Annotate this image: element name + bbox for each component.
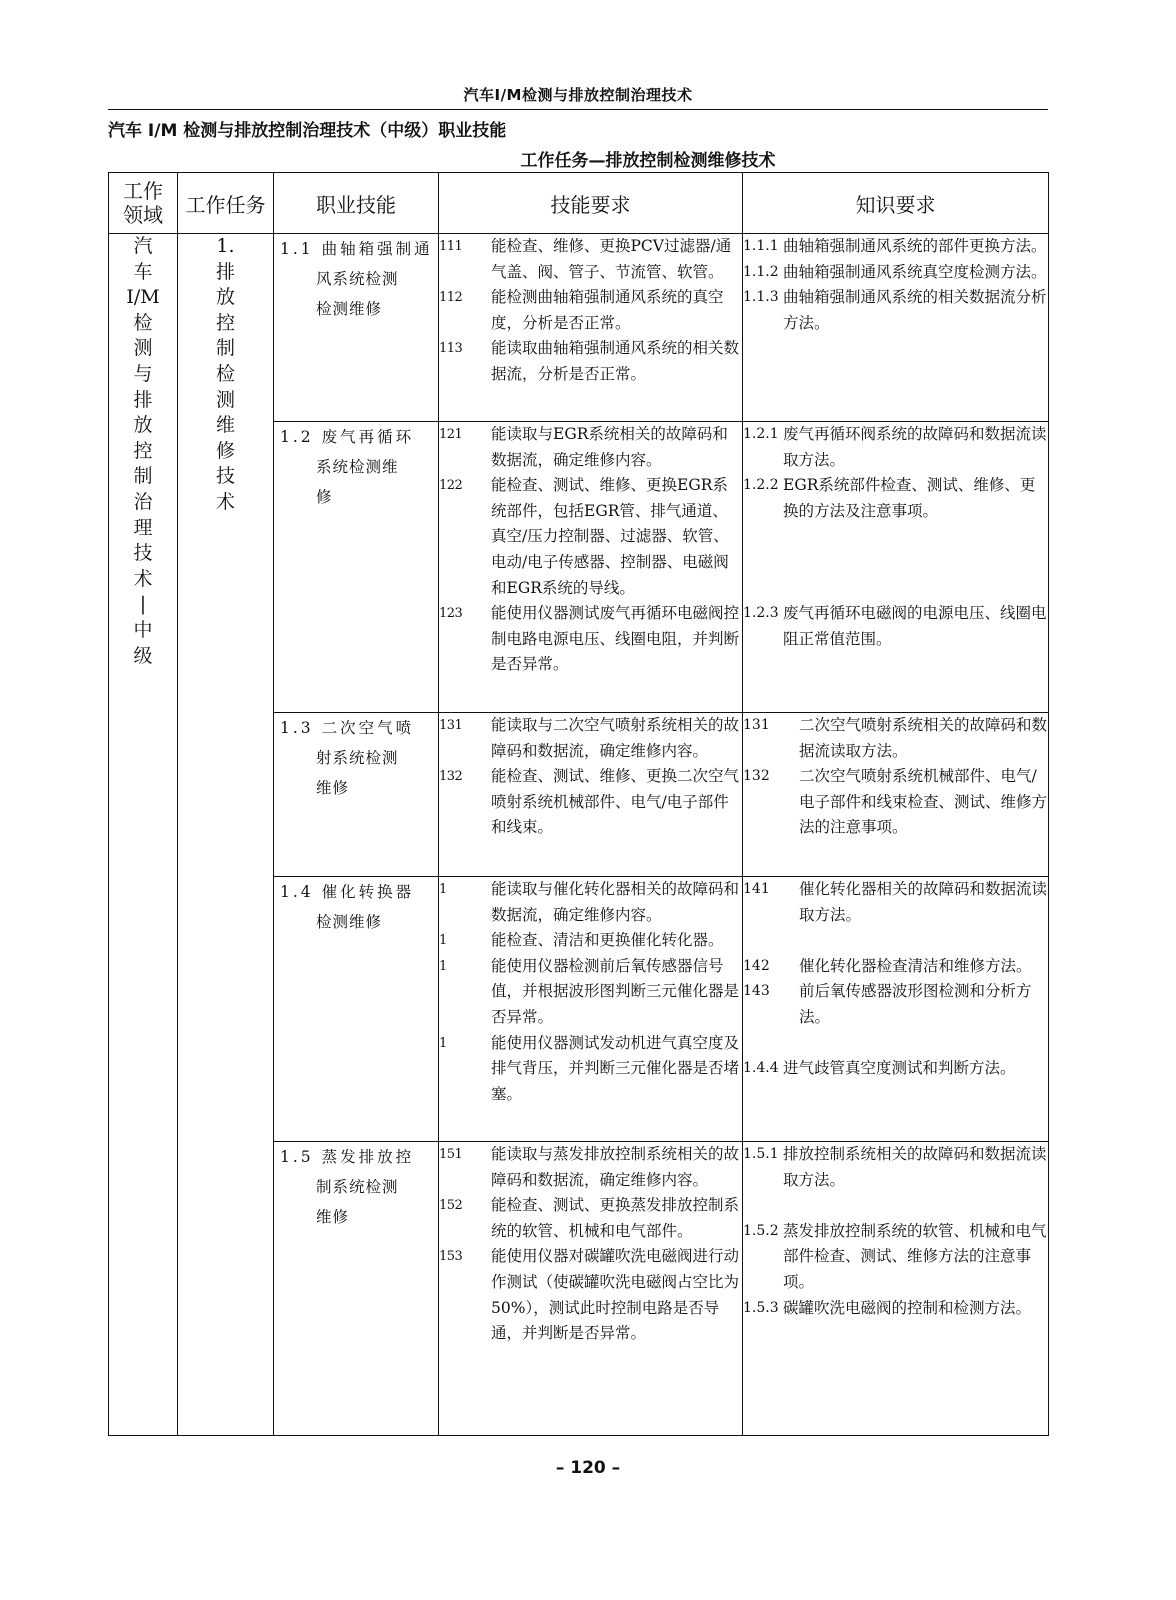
work-task-char: 维: [215, 414, 235, 437]
knowledge-text: 废气再循环电磁阀的电源电压、线圈电阻正常值范围。: [783, 604, 1047, 648]
knowledge-requirement-cell: [743, 234, 1049, 422]
work-domain-char: 级: [133, 644, 153, 667]
document-subtitle: 工作任务—排放控制检测维修技术: [520, 151, 776, 171]
skill-name-line: 制系统检测: [316, 1178, 399, 1196]
requirement-number: 121: [439, 427, 463, 442]
knowledge-text: 曲轴箱强制通风系统的相关数据流分析方法。: [783, 288, 1047, 332]
work-domain-char: 术: [133, 567, 153, 590]
knowledge-text: 进气歧管真空度测试和判断方法。: [783, 1059, 1016, 1078]
work-task-char: 检: [215, 362, 235, 385]
requirement-item: [439, 877, 742, 928]
knowledge-item: [743, 422, 1048, 473]
skill-cell: [274, 713, 439, 877]
spacer: [743, 524, 1048, 550]
skill-name-line: 1.2 废气再循环: [280, 428, 415, 446]
skill-requirement-cell: [439, 234, 743, 422]
skill-name-line: 维修: [316, 779, 350, 797]
skill-name-line: 修: [316, 488, 333, 506]
requirement-text: 能检查、测试、维修、更换EGR系统部件，包括EGR管、排气通道、真空/压力控制器、过滤器、软管、电动/电子传感器、控制器、电磁阀和EGR系统的导线。: [491, 476, 729, 597]
knowledge-number: 1.5.2: [743, 1222, 779, 1239]
requirement-number: 153: [439, 1249, 463, 1265]
knowledge-item: [743, 260, 1048, 286]
knowledge-item: [743, 954, 1048, 980]
header-knowledge: 知识要求: [743, 173, 1049, 234]
requirement-text: 能使用仪器测试发动机进气真空度及排气背压，并判断三元催化器是否堵塞。: [491, 1033, 740, 1103]
skill-name-line: 风系统检测: [316, 270, 399, 288]
knowledge-number: 1.1.2: [743, 263, 779, 280]
knowledge-number: 1.5.1: [743, 1146, 779, 1162]
work-domain-char: 检: [133, 311, 153, 334]
header-domain-line: 工作: [123, 179, 163, 203]
work-task-char: 放: [215, 286, 235, 309]
skill-cell: [274, 234, 439, 422]
knowledge-item: [743, 713, 1048, 764]
knowledge-number: 1.5.3: [743, 1299, 779, 1316]
table-row: [109, 234, 1049, 422]
work-task-char: 修: [215, 439, 235, 462]
skill-requirement-cell: [439, 877, 743, 1142]
spacer: [743, 928, 1048, 954]
work-task-char: 术: [215, 490, 235, 513]
requirement-item: [439, 954, 742, 1031]
requirement-number: 132: [439, 769, 463, 785]
requirement-item: [439, 473, 742, 601]
work-domain-cell: [109, 234, 178, 1436]
work-domain-char: 制: [133, 465, 153, 488]
work-task-char: 测: [215, 388, 235, 411]
running-header: 汽车I/M检测与排放控制治理技术: [463, 86, 693, 104]
header-domain: [109, 173, 178, 234]
knowledge-number: 1.1.3: [743, 289, 779, 306]
knowledge-requirement-cell: [743, 422, 1049, 713]
skill-name-line: 检测维修: [316, 300, 383, 318]
requirement-number: 151: [439, 1147, 463, 1162]
work-domain-char: 中: [133, 618, 153, 641]
requirement-text: 能检查、测试、维修、更换二次空气喷射系统机械部件、电气/电子部件和线束。: [491, 767, 740, 837]
requirement-number: 1: [439, 958, 447, 974]
knowledge-item: [743, 877, 1048, 928]
requirement-text: 能读取曲轴箱强制通风系统的相关数据流，分析是否正常。: [491, 339, 740, 383]
work-task-char: 制: [215, 337, 235, 360]
knowledge-item: [743, 1142, 1048, 1193]
knowledge-text: 曲轴箱强制通风系统的部件更换方法。: [783, 237, 1047, 255]
requirement-text: 能检查、测试、更换蒸发排放控制系统的软管、机械和电气部件。: [491, 1196, 740, 1240]
requirement-item: [439, 601, 742, 678]
knowledge-number: 132: [743, 768, 770, 785]
knowledge-item: [743, 1296, 1048, 1322]
knowledge-text: 催化转化器相关的故障码和数据流读取方法。: [799, 880, 1048, 924]
requirement-text: 能读取与催化转化器相关的故障码和数据流，确定维修内容。: [491, 880, 740, 924]
knowledge-item: [743, 979, 1048, 1030]
skills-table: [108, 172, 1049, 1436]
knowledge-requirement-cell: [743, 713, 1049, 877]
knowledge-text: 催化转化器检查清洁和维修方法。: [799, 956, 1032, 975]
spacer: [743, 1193, 1048, 1219]
knowledge-text: 曲轴箱强制通风系统真空度检测方法。: [783, 262, 1047, 281]
requirement-item: [439, 928, 742, 954]
requirement-number: 152: [439, 1198, 463, 1214]
knowledge-number: 142: [743, 957, 770, 974]
requirement-item: [439, 234, 742, 285]
requirement-item: [439, 336, 742, 387]
skill-name-line: 射系统检测: [316, 749, 399, 767]
spacer: [743, 1031, 1048, 1057]
skill-cell: [274, 1142, 439, 1436]
requirement-item: [439, 285, 742, 336]
work-domain-char: 技: [133, 542, 153, 565]
knowledge-number: 1.1.1: [743, 238, 779, 254]
requirement-text: 能读取与EGR系统相关的故障码和数据流，确定维修内容。: [491, 425, 728, 469]
requirement-text: 能检查、维修、更换PCV过滤器/通气盖、阀、管子、节流管、软管。: [491, 237, 732, 281]
requirement-number: 1: [439, 882, 447, 897]
knowledge-text: EGR系统部件检查、测试、维修、更换的方法及注意事项。: [783, 476, 1036, 520]
skill-requirement-cell: [439, 1142, 743, 1436]
work-domain-char: 控: [133, 439, 153, 462]
knowledge-text: 前后氧传感器波形图检测和分析方法。: [799, 982, 1032, 1026]
work-domain-char: 测: [133, 337, 153, 360]
work-task-char: 控: [215, 311, 235, 334]
table-header-row: [109, 173, 1049, 234]
skill-name-line: 1.4 催化转换器: [280, 883, 415, 901]
knowledge-item: [743, 285, 1048, 336]
requirement-text: 能使用仪器检测前后氧传感器信号值，并根据波形图判断三元催化器是否异常。: [491, 956, 740, 1026]
knowledge-number: 131: [743, 717, 770, 733]
requirement-item: [439, 713, 742, 764]
requirement-item: [439, 1193, 742, 1244]
requirement-item: [439, 1031, 742, 1108]
requirement-number: 111: [439, 239, 463, 254]
header-task: 工作任务: [178, 173, 274, 234]
document-title: 汽车 I/M 检测与排放控制治理技术（中级）职业技能: [108, 121, 507, 141]
knowledge-item: [743, 473, 1048, 524]
work-task-char: 排: [215, 260, 235, 283]
spacer: [743, 550, 1048, 576]
work-domain-char: 车: [133, 260, 153, 283]
requirement-text: 能读取与二次空气喷射系统相关的故障码和数据流，确定维修内容。: [491, 716, 740, 760]
header-domain-line: 领域: [123, 203, 163, 227]
header-skill: 职业技能: [274, 173, 439, 234]
requirement-item: [439, 764, 742, 841]
knowledge-item: [743, 1219, 1048, 1296]
work-domain-char: |: [139, 593, 147, 616]
work-domain-char: 与: [133, 362, 153, 385]
knowledge-number: 1.4.4: [743, 1060, 779, 1077]
requirement-number: 112: [439, 290, 463, 306]
knowledge-text: 二次空气喷射系统机械部件、电气/电子部件和线束检查、测试、维修方法的注意事项。: [799, 767, 1048, 837]
skill-name-line: 1.5 蒸发排放控: [280, 1148, 415, 1166]
skill-requirement-cell: [439, 713, 743, 877]
knowledge-text: 碳罐吹洗电磁阀的控制和检测方法。: [783, 1298, 1032, 1317]
knowledge-text: 废气再循环阀系统的故障码和数据流读取方法。: [783, 425, 1047, 469]
knowledge-item: [743, 1056, 1048, 1082]
knowledge-item: [743, 601, 1048, 652]
requirement-number: 1: [439, 1035, 447, 1051]
knowledge-number: 1.2.2: [743, 477, 779, 494]
work-domain-char: 理: [133, 516, 153, 539]
knowledge-text: 二次空气喷射系统相关的故障码和数据流读取方法。: [799, 716, 1048, 760]
requirement-number: 131: [439, 718, 463, 733]
header-requirement: 技能要求: [439, 173, 743, 234]
skill-name-line: 1.1 曲轴箱强制通: [280, 240, 433, 258]
requirement-number: 113: [439, 341, 463, 357]
requirement-item: [439, 1142, 742, 1193]
knowledge-number: 1.2.3: [743, 605, 779, 622]
skill-name-line: 维修: [316, 1208, 350, 1226]
knowledge-item: [743, 234, 1048, 260]
knowledge-number: 141: [743, 881, 770, 897]
knowledge-text: 排放控制系统相关的故障码和数据流读取方法。: [783, 1145, 1047, 1189]
knowledge-requirement-cell: [743, 877, 1049, 1142]
work-task-cell: [178, 234, 274, 1436]
skill-cell: [274, 422, 439, 713]
skill-name-line: 1.3 二次空气喷: [280, 719, 415, 737]
knowledge-text: 蒸发排放控制系统的软管、机械和电气部件检查、测试、维修方法的注意事项。: [783, 1221, 1047, 1291]
requirement-item: [439, 422, 742, 473]
page-number: – 120 –: [555, 1458, 621, 1478]
skill-cell: [274, 877, 439, 1142]
requirement-text: 能使用仪器对碳罐吹洗电磁阀进行动作测试（使碳罐吹洗电磁阀占空比为50%），测试此时控制电路是否导通，并判断是否异常。: [491, 1247, 740, 1343]
skill-requirement-cell: [439, 422, 743, 713]
requirement-number: 1: [439, 933, 447, 949]
work-domain-char: 治: [133, 490, 153, 513]
skill-name-line: 检测维修: [316, 913, 383, 931]
knowledge-number: 143: [743, 983, 770, 1000]
work-domain-char: 排: [133, 388, 153, 411]
requirement-number: 123: [439, 606, 463, 622]
header-rule: [108, 109, 1048, 110]
work-task-char: 1.: [216, 235, 235, 257]
skill-name-line: 系统检测维: [316, 458, 399, 476]
work-domain-char: 汽: [133, 235, 153, 257]
requirement-item: [439, 1244, 742, 1346]
requirement-text: 能检查、清洁和更换催化转化器。: [491, 931, 724, 950]
requirement-number: 122: [439, 478, 463, 494]
work-task-char: 技: [215, 465, 235, 488]
requirement-text: 能使用仪器测试废气再循环电磁阀控制电路电源电压、线圈电阻，并判断是否异常。: [491, 604, 740, 674]
requirement-text: 能检测曲轴箱强制通风系统的真空度，分析是否正常。: [491, 288, 724, 332]
knowledge-requirement-cell: [743, 1142, 1049, 1436]
requirement-text: 能读取与蒸发排放控制系统相关的故障码和数据流，确定维修内容。: [491, 1145, 740, 1189]
work-domain-char: I/M: [126, 286, 160, 309]
knowledge-item: [743, 764, 1048, 841]
spacer: [743, 576, 1048, 602]
knowledge-number: 1.2.1: [743, 426, 779, 442]
work-domain-char: 放: [133, 414, 153, 437]
